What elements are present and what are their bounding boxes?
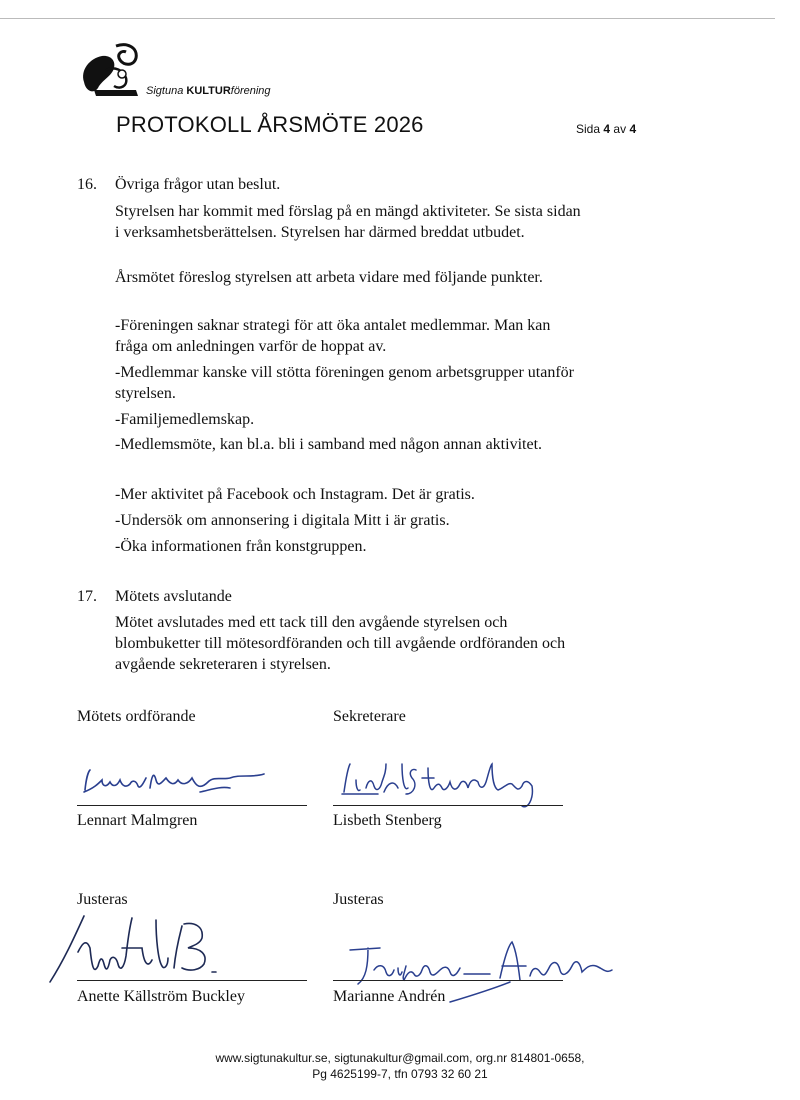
signature-line-adjuster-2 — [333, 980, 563, 981]
section-16-paragraph: Styrelsen har kommit med förslag på en mängd aktiviteter. Se sista sidan i verksamhetsberättelsen. Styrelsen har därmed breddat utbudet. — [115, 203, 581, 241]
section-16-title: Övriga frågor utan beslut. — [115, 176, 281, 193]
section-16-paragraph: -Familjemedlemskap. — [115, 411, 255, 428]
signature-role-secretary: Sekreterare — [333, 708, 406, 725]
section-16-paragraph: -Mer aktivitet på Facebook och Instagram. Det är gratis. — [115, 486, 475, 503]
signatory-name-chair: Lennart Malmgren — [77, 812, 198, 829]
signature-line-chair — [77, 805, 307, 806]
sigtuna-kulturforening-logo — [76, 40, 146, 100]
page-prefix: Sida — [576, 122, 601, 136]
footer-payment-line: Pg 4625199-7, tfn 0793 32 60 21 — [312, 1067, 488, 1081]
top-border-line — [0, 18, 775, 19]
section-16-paragraph: -Undersök om annonsering i digitala Mitt i är gratis. — [115, 512, 450, 529]
section-17-number: 17. — [77, 588, 97, 605]
section-16-paragraph: -Föreningen saknar strategi för att öka antalet medlemmar. Man kan fråga om anledningen varför de hoppat av. — [115, 317, 551, 355]
logo-text-bold: KULTUR — [186, 85, 231, 97]
signature-line-secretary — [333, 805, 563, 806]
signature-role-adjuster-2: Justeras — [333, 891, 384, 908]
logo-text — [146, 85, 271, 97]
logo-text-prefix: Sigtuna — [146, 85, 184, 97]
signature-role-adjuster-1: Justeras — [77, 891, 128, 908]
section-16-paragraph: -Öka informationen från konstgruppen. — [115, 538, 367, 555]
signature-line-adjuster-1 — [77, 980, 307, 981]
signature-role-chair: Mötets ordförande — [77, 708, 196, 725]
section-17-paragraph: Mötet avslutades med ett tack till den avgående styrelsen och blombuketter till mötesordföranden och till avgående ordföranden och avgående sekreteraren i styrelsen. — [115, 614, 566, 673]
section-17-title: Mötets avslutande — [115, 588, 232, 605]
page-current: 4 — [603, 122, 611, 136]
section-16-number: 16. — [77, 176, 97, 193]
page-of: av — [613, 122, 627, 136]
page-number — [576, 122, 636, 136]
footer-contact-line: www.sigtunakultur.se, sigtunakultur@gmail.com, org.nr 814801-0658, — [215, 1051, 585, 1065]
signatory-name-secretary: Lisbeth Stenberg — [333, 812, 442, 829]
section-16-heading — [77, 176, 280, 194]
section-17-heading — [77, 588, 232, 606]
section-16-paragraph: -Medlemsmöte, kan bl.a. bli i samband med någon annan aktivitet. — [115, 436, 543, 453]
signature-anette-kallstrom-buckley — [44, 908, 244, 988]
section-16-paragraph: -Medlemmar kanske vill stötta föreningen genom arbetsgrupper utanför styrelsen. — [115, 364, 574, 402]
logo-text-suffix: förening — [230, 85, 271, 97]
signatory-name-adjuster-1: Anette Källström Buckley — [77, 988, 245, 1005]
signature-lennart-malmgren — [80, 760, 280, 805]
signatory-name-adjuster-2: Marianne Andrén — [333, 988, 446, 1005]
page-footer — [0, 1050, 800, 1082]
page-title: PROTOKOLL ÅRSMÖTE 2026 — [116, 112, 424, 137]
page-total: 4 — [629, 122, 637, 136]
section-16-paragraph: Årsmötet föreslog styrelsen att arbeta vidare med följande punkter. — [115, 269, 543, 286]
